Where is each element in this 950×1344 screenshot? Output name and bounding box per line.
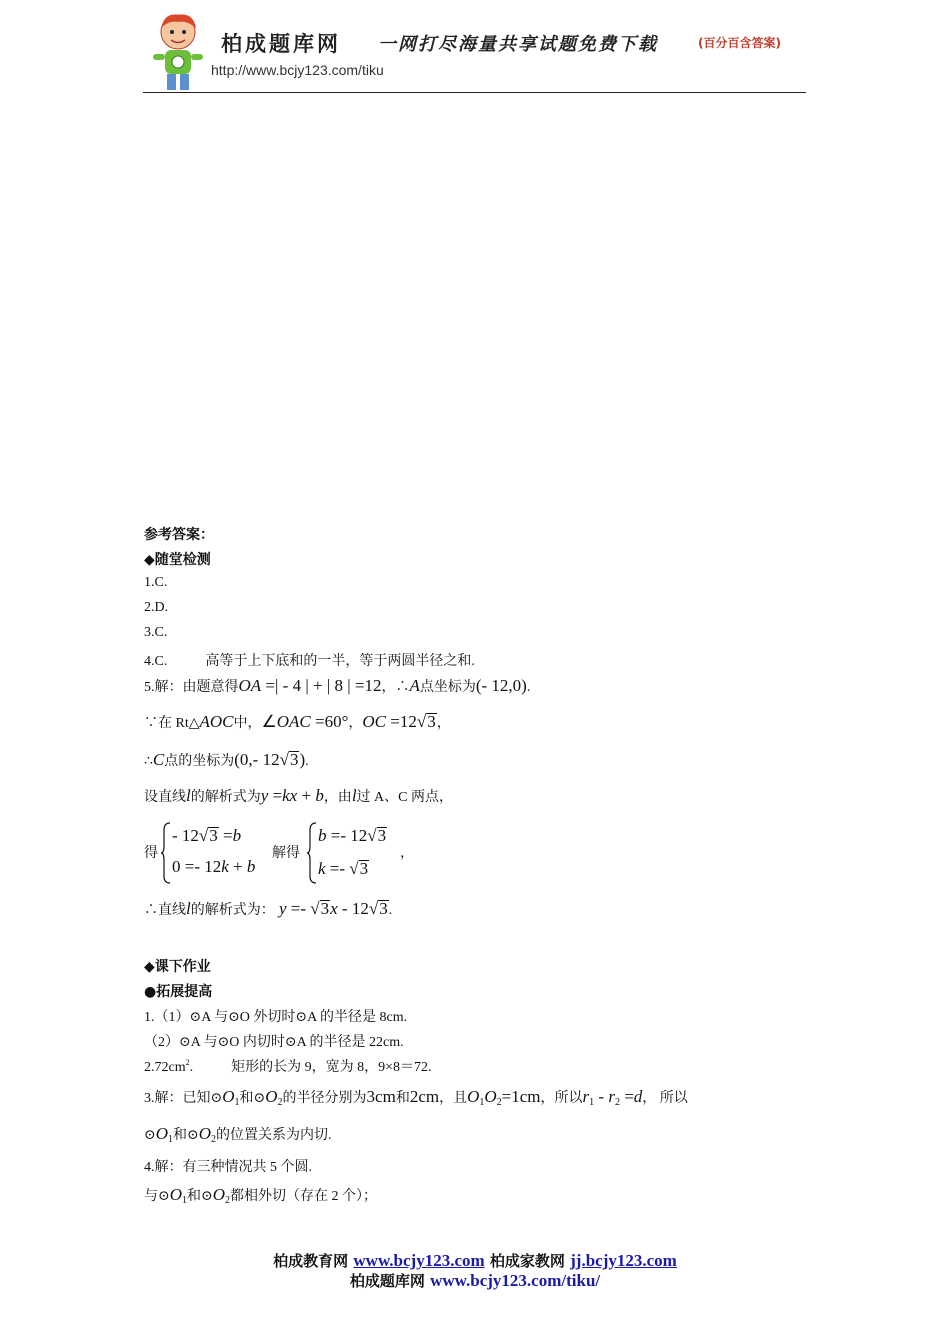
answer-4-num: 4.C. [144, 654, 168, 669]
mascot-logo [147, 10, 209, 94]
homework-1a: 1.（1）⊙A 与⊙O 外切时⊙A 的半径是 8cm. [144, 1010, 408, 1025]
system1-eq2: 0 =- 12k + b [172, 857, 256, 876]
answer-1: 1.C. [144, 575, 168, 590]
brand-slogan: 一网打尽海量共享试题免费下载 [378, 34, 658, 55]
left-brace-icon [306, 822, 318, 884]
answer-4-text: 高等于上下底和的一半，等于两圆半径之和. [205, 654, 475, 669]
brand-title: 柏成题库网 [221, 31, 341, 56]
answer-badge: (百分百含答案) [698, 36, 781, 50]
de-label: 得 [144, 846, 158, 861]
answer-5-final: ∴直线l的解析式为： y =- √3x - 12√3. [144, 899, 393, 918]
footer-link-tutor[interactable]: jj.bcjy123.com [570, 1251, 677, 1270]
answer-4 [144, 650, 475, 670]
homework-3: 3.解：已知$⊙O_1$和$⊙O_2$的半径分别为3cm和2cm，且$O_1O_2=1cm$，所以$r_1 - r_2 =d$， 所以 [144, 1087, 688, 1108]
footer-line-1: 柏成教育网 www.bcjy123.com 柏成家教网 jj.bcjy123.com [273, 1251, 677, 1270]
jiede-label: 解得 [272, 846, 300, 861]
header-divider [143, 92, 806, 93]
answer-2: 2.D. [144, 600, 169, 615]
answer-5-step-line: 设直线l的解析式为y =kx + b，由l过 A、C 两点， [144, 786, 453, 805]
system1-eq1: - 12√3 =b [172, 826, 242, 845]
homework-2: $2.72cm^2$. 矩形的长为 9，宽为 8，9×8＝72. [144, 1058, 432, 1075]
system2-eq1: b =- 12√3 [318, 826, 387, 845]
answer-5-step-point-c: ∴C点的坐标为(0,- 12√3). [144, 750, 309, 769]
homework-4-case1: 与$⊙O_1$和$⊙O_2$都相外切（存在 2 个）； [144, 1185, 378, 1206]
answer-5: 5.解：由题意得OA =| - 4 | + | 8 | =12，∴A点坐标为(- 12,0). [144, 676, 531, 695]
header-url: http://www.bcjy123.com/tiku [211, 62, 384, 78]
homework-4: 4.解：有三种情况共 5 个圆. [144, 1160, 312, 1175]
footer-line-2: 柏成题库网 www.bcjy123.com/tiku/ [349, 1271, 601, 1290]
footer-link-tiku[interactable]: www.bcjy123.com/tiku/ [430, 1271, 601, 1290]
answer-3: 3.C. [144, 625, 168, 640]
homework-1b: （2）⊙A 与⊙O 内切时⊙A 的半径是 22cm. [144, 1035, 404, 1050]
answer-5-step-triangle: ∵在 Rt△AOC中，∠OAC =60°，OC =12√3， [144, 712, 451, 731]
system2-eq2: k =- √3 [318, 859, 369, 878]
page-header [143, 8, 806, 94]
homework-3-cont: $⊙O_1$和$⊙O_2$的位置关系为内切. [144, 1124, 332, 1145]
footer-link-main[interactable]: www.bcjy123.com [353, 1251, 485, 1270]
left-brace-icon [160, 822, 172, 884]
answers-title: 参考答案： [144, 527, 214, 543]
section-heading-extension: ●拓展提高 [144, 984, 213, 1000]
section-heading-homework: ◆课下作业 [144, 959, 211, 975]
section-heading-classroom: ◆随堂检测 [144, 552, 211, 568]
